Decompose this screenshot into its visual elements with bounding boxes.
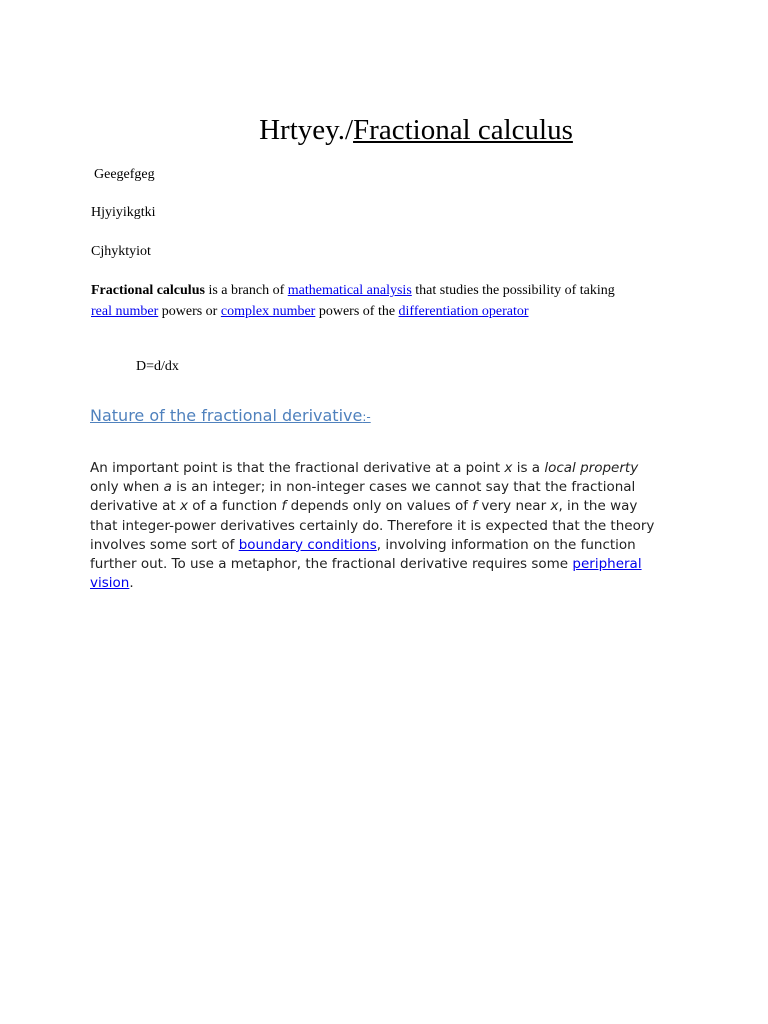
text-line-2: Hjyiyikgtki [91,205,156,220]
section-text: . [129,575,134,592]
formula: D=d/dx [136,359,179,374]
section-text: is a [512,460,545,476]
intro-text-1: is a branch of [204,283,288,298]
section-italic: local property [544,460,639,476]
section-text: further out. To use a metaphor, the fractional derivative requires some [90,556,573,573]
title-prefix: Hrtyey./ [259,114,354,146]
section-heading-text: Nature of the fractional derivative [90,406,363,425]
section-text: derivative at [90,498,180,515]
section-row-1 [90,459,690,478]
section-italic: x [550,498,559,515]
section-italic: f [281,498,287,515]
section-row-4: that integer-power derivatives certainly do. Therefore it is expected that the theory [90,517,655,534]
section-row-5 [90,536,690,555]
title-main: Fractional calculus [353,114,573,146]
section-italic: f [472,498,478,515]
section-text: is an integer; in non-integer cases we cannot say that the fractional [171,479,636,496]
section-text: , in the way [558,498,638,515]
section-text: involves some sort of [90,536,239,553]
intro-row-2 [91,301,691,322]
section-heading [90,404,371,429]
section-text: very near [477,498,551,515]
peripheral-vision-link[interactable]: peripheral [572,556,642,573]
complex-number-link[interactable]: complex number [220,304,316,319]
intro-bold-term: Fractional calculus [91,283,205,298]
section-paragraph [90,459,690,593]
section-italic: x [504,460,513,476]
section-row-3 [90,497,690,516]
intro-paragraph [91,280,691,322]
section-italic: x [179,498,188,515]
section-text: only when [90,479,164,496]
peripheral-vision-link-continued[interactable]: vision [90,575,130,592]
real-number-link[interactable]: real number [91,304,159,319]
section-heading-suffix: :- [362,410,371,424]
page-title [0,112,768,148]
section-italic: a [163,479,172,496]
intro-row-1 [91,280,691,301]
text-line-3: Cjhyktyiot [91,244,151,259]
section-text: depends only on values of [286,498,473,515]
intro-text-2: that studies the possibility of taking [411,283,615,298]
section-text: An important point is that the fractional derivative at a point [90,460,505,476]
mathematical-analysis-link[interactable]: mathematical analysis [287,283,412,298]
section-row-6 [90,555,690,574]
boundary-conditions-link[interactable]: boundary conditions [238,536,377,553]
intro-text-3: powers or [158,304,221,319]
section-row-7 [90,574,690,593]
differentiation-operator-link[interactable]: differentiation operator [398,304,529,319]
section-text: of a function [187,498,282,515]
text-line-1: Geegefgeg [94,167,155,182]
section-text: , involving information on the function [376,536,636,553]
intro-text-4: powers of the [315,304,399,319]
section-row-2 [90,478,690,497]
